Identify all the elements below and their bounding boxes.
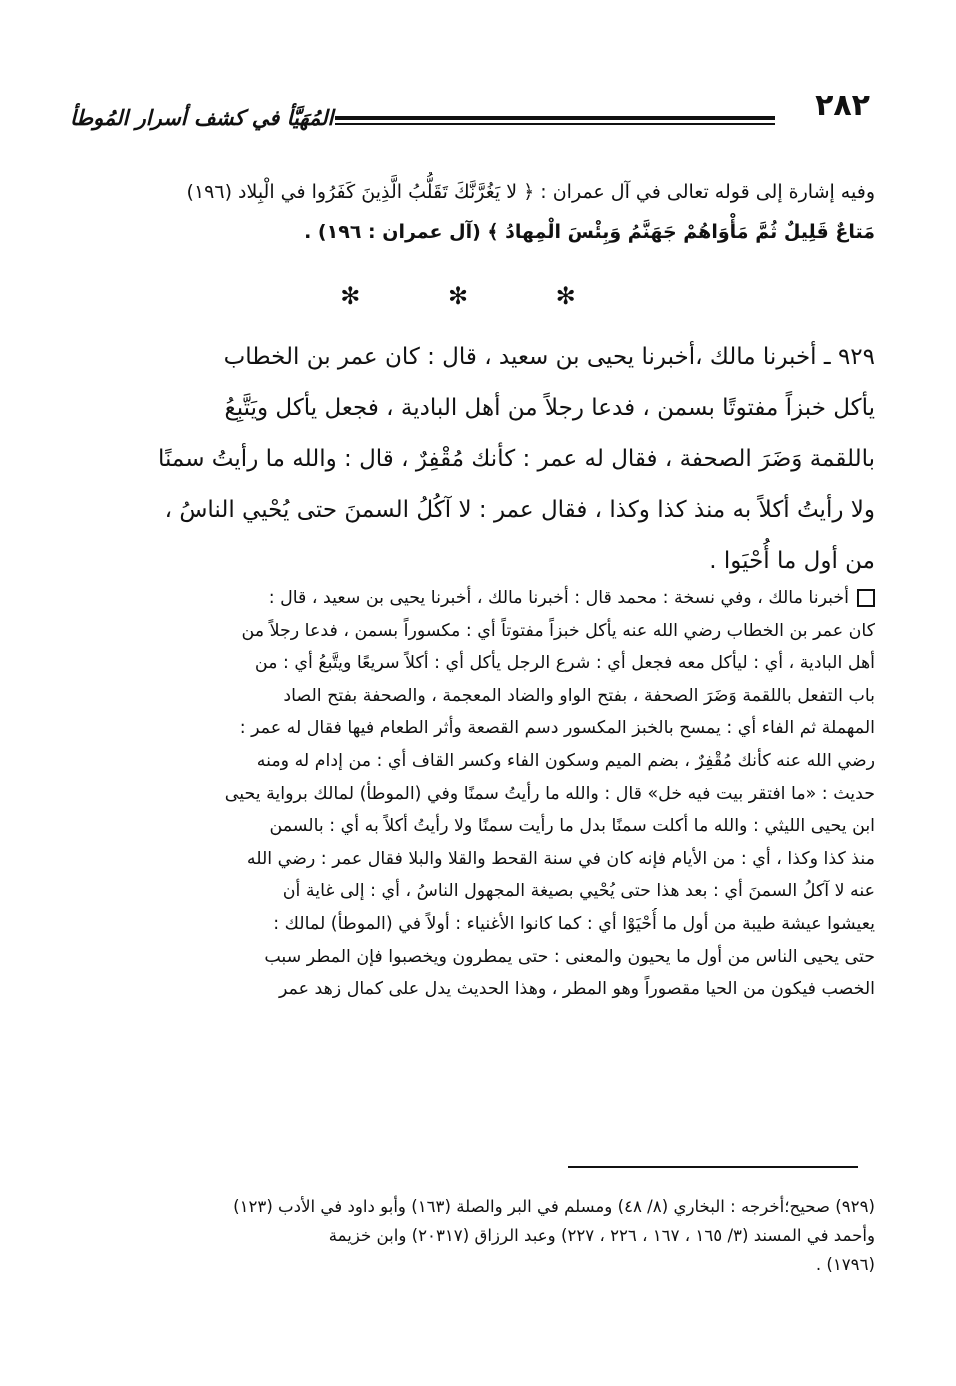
page-number: ٢٨٢	[815, 88, 870, 123]
section-separator: ✻ ✻ ✻	[340, 282, 616, 310]
text-line: حتى يحيى الناس من أول ما يحيون والمعنى : حتى يمطرون ويخصبوا فإن المطر سبب	[264, 946, 875, 967]
text-line: ٩٢٩ ـ أخبرنا مالك ،أخبرنا يحيى بن سعيد ، قال : كان عمر بن الخطاب	[223, 344, 875, 370]
text-line: أخبرنا مالك ، وفي نسخة : محمد قال : أخبرنا مالك ، أخبرنا يحيى بن سعيد ، قال :	[268, 588, 849, 608]
text-line: يعيشوا عيشة طيبة من أول ما أُحْيَوْا أي : كما كانوا الأغنياء : أولاً في (الموطأ) لمالك :	[273, 913, 875, 934]
text-line: الخصب فيكون من الحيا مقصوراً وهو المطر ، وهذا الحديث يدل على كمال زهد عمر	[278, 979, 875, 1000]
text-line: كان عمر بن الخطاب رضي الله عنه يأكل خبزاً مفتوتاً أي : مكسوراً بسمن ، فدعا رجلاً من	[241, 620, 875, 641]
text-line: يأكل خبزاً مفتوتًا بسمن ، فدعا رجلاً من أهل البادية ، فجعل يأكل ويَتَّبِعُ	[224, 395, 875, 421]
header-rule-thin	[335, 123, 775, 125]
square-bullet-icon	[857, 589, 875, 607]
text-line: منذ كذا وكذا ، أي : من الأيام فإنه كان في سنة القحط والقلا والبلا فقال عمر : رضي الله	[246, 848, 875, 869]
text-line: عنه لا آكلُ السمنَ أي : بعد هذا حتى يُحْيي بصيغة المجهول الناسُ ، أي : إلى غاية أن	[282, 881, 875, 902]
footnote-rule	[568, 1166, 858, 1168]
text-line: وفيه إشارة إلى قوله تعالى في آل عمران : ﴿ لا يَغُرَّنَّكَ تَقَلُّبُ الَّذِينَ كَفَرُوا في الْبِلاد (١٩٦)	[186, 181, 875, 203]
text-line: حديث : «ما افتقر بيت فيه خل» قال : والله ما رأيتُ سمنًا وفي (الموطأ) لمالك برواية يحيى	[224, 783, 875, 804]
book-title: المُهَيَّأ في كشف أسرار المُوطأ	[70, 106, 334, 130]
hadith-text	[80, 332, 875, 587]
text-line: مَتاعٌ قَلِيلٌ ثُمَّ مَأْوَاهُمْ جَهَنَّمُ وَبِئْسَ الْمِهادُ ﴾ (آل عمران : ١٩٦) .	[304, 221, 875, 243]
text-line: (١٧٩٦) .	[815, 1255, 875, 1274]
text-line: باب التفعل باللقمة وَضَرَ الصحفة ، بفتح الواو والضاد المعجمة ، والصحفة بفتح الصاد	[283, 685, 875, 706]
text-line: ولا رأيتُ أكلاً به منذ كذا وكذا ، فقال عمر : لا آكُلُ السمنَ حتى يُحْيي الناسُ ،	[164, 497, 875, 523]
page-header	[70, 78, 870, 138]
commentary-first-line	[80, 582, 875, 615]
text-line: باللقمة وَضَرَ الصحفة ، فقال له عمر : كأنك مُقْفِرٌ ، قال : والله ما رأيتُ سمنًا	[157, 446, 875, 472]
text-line: وأحمد في المسند (٣/ ١٦٥ ، ١٦٧ ، ٢٢٦ ، ٢٢٧) وعبد الرزاق (٢٠٣١٧) وابن خزيمة	[328, 1226, 875, 1245]
text-line: ابن يحيى الليثي : والله ما أكلت سمنًا بدل ما رأيت سمنًا ولا رأيتُ أكلاً به أي : بالسمن	[269, 816, 875, 837]
text-line: رضي الله عنه كأنك مُقْفِرٌ ، بضم الميم وسكون الفاء وكسر القاف أي : من إدام له ومنه	[256, 750, 875, 771]
footnote	[80, 1192, 875, 1279]
commentary	[80, 582, 875, 1006]
header-rule	[335, 116, 775, 120]
text-line: أهل البادية ، أي : ليأكل معه فجعل أي : شرع الرجل يأكل أي : أكلاً سريعًا ويتَّبعُ أي : من	[254, 653, 875, 674]
quran-note	[80, 172, 875, 252]
text-line: (٩٢٩) صحيح؛أخرجه : البخاري (٨/ ٤٨) ومسلم في البر والصلة (١٦٣) وأبو داود في الأدب (١٢٣)	[233, 1197, 875, 1216]
text-line: من أول ما أُحْيَوا .	[709, 548, 875, 574]
text-line: المهملة ثم الفاء أي : يمسح بالخبز المكسور دسم القصعة وأثر الطعام فيها فقال له عمر :	[239, 718, 875, 739]
